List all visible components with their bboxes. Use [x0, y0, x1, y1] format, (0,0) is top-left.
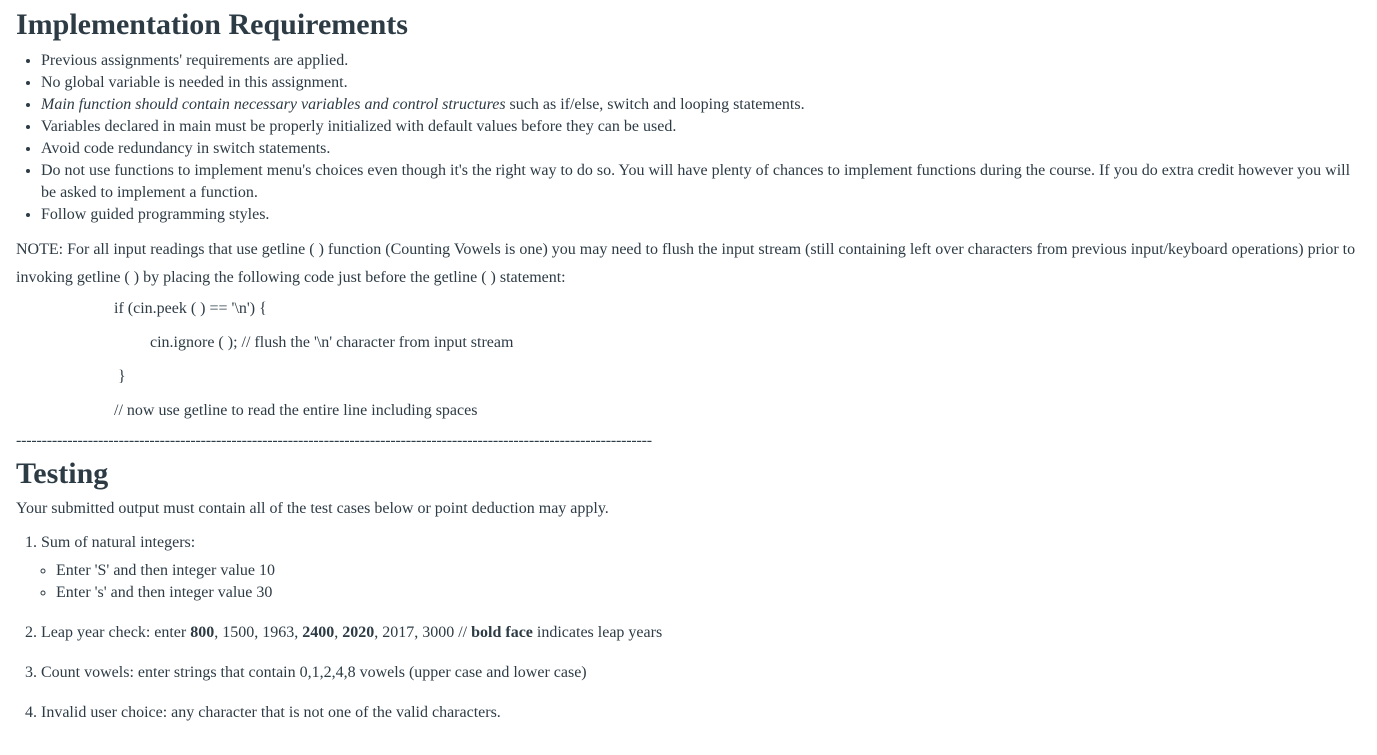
code-line-if: if (cin.peek ( ) == '\n') {: [114, 300, 267, 317]
subcase-item: ◦ Enter 'S' and then integer value 10: [56, 560, 1361, 582]
requirement-item: • Follow guided programming styles.: [41, 204, 1361, 226]
test-cases-list: [16, 532, 1361, 724]
test-case-label: Sum of natural integers:: [41, 534, 196, 551]
requirement-item: • No global variable is needed in this assignment.: [41, 72, 1361, 94]
requirement-emphasis: Main function should contain necessary variables and control structures: [41, 96, 506, 113]
code-line-ignore: cin.ignore ( ); // flush the '\n' character from input stream: [150, 334, 514, 351]
test-case-invalid-choice: 4. Invalid user choice: any character that is not one of the valid characters.: [41, 702, 1361, 724]
requirements-list: [16, 50, 1361, 226]
bold-face-label: bold face: [471, 624, 533, 641]
test-case-leap-year: 2. Leap year check: enter 800, 1500, 1963, 2400, 2020, 2017, 3000 // bold face indicates leap years: [41, 622, 1361, 644]
code-snippet: [114, 292, 1361, 428]
test-case-sum: [41, 532, 1361, 604]
implementation-requirements-heading: Implementation Requirements: [16, 8, 408, 41]
subcase-item: ◦ Enter 's' and then integer value 30: [56, 582, 1361, 604]
test-case-count-vowels: 3. Count vowels: enter strings that contain 0,1,2,4,8 vowels (upper case and lower case): [41, 662, 1361, 684]
dashed-divider: ----------------------------------------------------------------------------------------------------------------------------: [16, 432, 652, 449]
requirement-item: • Variables declared in main must be properly initialized with default values before they can be used.: [41, 116, 1361, 138]
code-line-close-brace: }: [118, 368, 126, 385]
requirement-item: • Previous assignments' requirements are applied.: [41, 50, 1361, 72]
testing-heading: Testing: [16, 457, 109, 490]
requirement-item: • Do not use functions to implement menu's choices even though it's the right way to do so. You will have plenty of chances to implement functions during the course. If you do extra credit however you will be asked to implement a function.: [41, 160, 1361, 204]
requirement-text: such as if/else, switch and looping statements.: [505, 96, 805, 113]
testing-intro: Your submitted output must contain all of the test cases below or point deduction may apply.: [16, 500, 609, 517]
leap-year-800: 800: [190, 624, 215, 641]
requirement-item: • Avoid code redundancy in switch statements.: [41, 138, 1361, 160]
note-paragraph: NOTE: For all input readings that use getline ( ) function (Counting Vowels is one) you may need to flush the input stream (still containing left over characters from previous input/keyboard operations) prior to invoking getline ( ) by placing the following code just before the getline ( ) statement:: [16, 241, 1356, 286]
code-line-comment: // now use getline to read the entire line including spaces: [114, 402, 478, 419]
leap-year-2020: 2020: [342, 624, 375, 641]
sum-subcases: [41, 560, 1361, 604]
requirement-item: [41, 94, 1361, 116]
leap-year-2400: 2400: [302, 624, 335, 641]
